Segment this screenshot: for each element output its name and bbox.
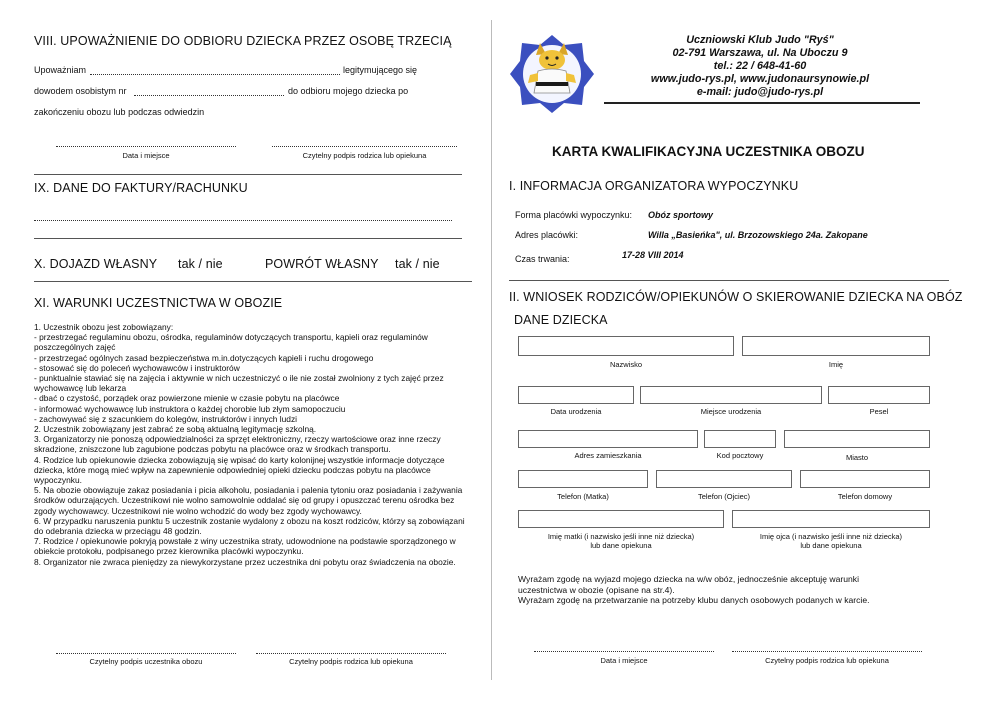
authorized-person-field[interactable]: [90, 74, 340, 75]
duration-value: 17-28 VIII 2014: [622, 250, 684, 260]
birth-place-field[interactable]: [640, 386, 822, 404]
surname-caption: Nazwisko: [609, 360, 643, 369]
father-name-caption-line: Imię ojca (i nazwisko jeśli inne niż dziecka): [759, 532, 903, 541]
child-data-subtitle: DANE DZIECKA: [514, 313, 608, 327]
lynx-head: [539, 50, 565, 70]
mother-phone-caption: Telefon (Matka): [557, 492, 609, 501]
club-email[interactable]: e-mail: judo@judo-rys.pl: [696, 86, 824, 98]
date-place-caption: Data i miejsce: [600, 656, 648, 665]
condition-item: - informować wychowawcę lub instruktora o każdej chorobie lub złym samopoczuciu: [34, 403, 346, 414]
condition-item: - zachowywać się z szacunkiem do kolegów, instruktorów i innych ludzi: [34, 413, 297, 424]
pickup-text: do odbioru mojego dziecka po: [288, 86, 409, 96]
section-divider: [34, 238, 462, 239]
section-divider: [509, 280, 949, 281]
birth-date-field[interactable]: [518, 386, 634, 404]
own-travel-label: X. DOJAZD WŁASNY: [34, 257, 158, 271]
club-phone: tel.: 22 / 648-41-60: [713, 60, 807, 72]
consent-text: Wyrażam zgodę na wyjazd mojego dziecka na w/w obóz, jednocześnie akceptuję warunki: [518, 574, 859, 584]
club-logo: [508, 33, 596, 115]
facility-type-label: Forma placówki wypoczynku:: [515, 210, 633, 220]
parent-signature-caption: Czytelny podpis rodzica lub opiekuna: [302, 151, 427, 160]
section-divider: [34, 281, 472, 282]
condition-item: 7. Rodzice / opiekunowie pokryją powstałe z winy uczestnika straty, udowodnione na podstawie sporządzonego w obiekcie protokołu, podpisanego przez kierownika placówki wypoczynku.: [34, 536, 456, 557]
page-separator: [491, 20, 492, 680]
parent-signature-line[interactable]: [732, 651, 922, 652]
club-name: Uczniowski Klub Judo "Ryś": [686, 34, 834, 46]
father-name-caption: [732, 532, 930, 550]
postal-code-field[interactable]: [704, 430, 776, 448]
condition-item: 2. Uczestnik zobowiązany jest zabrać ze sobą aktualną legitymację szkolną.: [34, 424, 317, 435]
first-name-field[interactable]: [742, 336, 930, 356]
condition-item: 6. W przypadku naruszenia punktu 5 uczestnik zostanie wydalony z obozu na koszt rodziców, którzy są zobowiązani do odebrania dziecka w przeciągu 48 godzin.: [34, 515, 465, 537]
club-header: [620, 34, 900, 99]
mother-phone-field[interactable]: [518, 470, 648, 488]
section-9-title: IX. DANE DO FAKTURY/RACHUNKU: [34, 181, 248, 195]
parent-signature-line[interactable]: [256, 653, 446, 654]
parent-signature-caption: Czytelny podpis rodzica lub opiekuna: [289, 657, 413, 666]
birth-date-caption: Data urodzenia: [550, 407, 602, 416]
father-name-field[interactable]: [732, 510, 930, 528]
condition-item: 1. Uczestnik obozu jest zobowiązany:: [34, 322, 174, 332]
condition-item: - przestrzegać ogólnych zasad bezpieczeństwa m.in.dotyczących kąpieli i ruchu drogowego: [34, 352, 374, 363]
consent-block: [518, 574, 870, 606]
condition-item: - punktualnie stawiać się na zajęcia i aktywnie w nich uczestniczyć o ile nie został zwolniony z tych zajęć przez wychowawcę lub lekarza: [34, 373, 444, 394]
home-phone-field[interactable]: [800, 470, 930, 488]
condition-item: - przestrzegać regulaminu obozu, ośrodka, regulaminów dotyczących transportu, kąpieli oraz regulaminów poszczególnych zajęć: [34, 332, 428, 353]
section-2-title: II. WNIOSEK RODZICÓW/OPIEKUNÓW O SKIEROWANIE DZIECKA NA OBÓZ: [509, 290, 963, 304]
father-phone-caption: Telefon (Ojciec): [697, 492, 751, 501]
club-address: 02-791 Warszawa, ul. Na Uboczu 9: [672, 47, 848, 59]
own-return-option[interactable]: tak / nie: [395, 257, 440, 271]
judo-belt: [536, 82, 568, 86]
own-return-label: POWRÓT WŁASNY: [265, 257, 379, 271]
facility-address-value: Willa „Basieńka", ul. Brzozowskiego 24a. Zakopane: [648, 230, 868, 240]
judogi: [534, 69, 570, 93]
authorization-label: Upoważniam: [34, 65, 87, 75]
father-phone-field[interactable]: [656, 470, 792, 488]
mother-name-caption-line: Imię matki (i nazwisko jeśli inne niż dziecka): [547, 532, 695, 541]
home-phone-caption: Telefon domowy: [837, 492, 893, 501]
mother-name-caption: [518, 532, 724, 550]
condition-item: - stosować się do poleceń wychowawców i instruktorów: [34, 362, 240, 373]
facility-type-value: Obóz sportowy: [648, 210, 713, 220]
date-place-signature-line[interactable]: [534, 651, 714, 652]
condition-item: 3. Organizatorzy nie ponoszą odpowiedzialności za sprzęt elektroniczny, rzeczy wartościowe oraz inne rzeczy skradzione, zniszczone lub zagubione podczas pobytu na placówce oraz w środkach transportu.: [34, 434, 441, 455]
date-place-caption: Data i miejsce: [122, 151, 170, 160]
home-address-caption: Adres zamieszkania: [574, 451, 642, 460]
authorization-text-2: legitymującego się: [343, 65, 418, 75]
section-divider: [34, 174, 462, 175]
first-name-caption: Imię: [828, 360, 844, 369]
section-1-title: I. INFORMACJA ORGANIZATORA WYPOCZYNKU: [509, 179, 799, 193]
conditions-list: [34, 322, 474, 567]
mother-name-field[interactable]: [518, 510, 724, 528]
form-title: KARTA KWALIFIKACYJNA UCZESTNIKA OBOZU: [552, 144, 865, 159]
city-caption: Miasto: [845, 453, 869, 462]
participant-signature-caption: Czytelny podpis uczestnika obozu: [89, 657, 203, 666]
participant-signature-line[interactable]: [56, 653, 236, 654]
postal-code-caption: Kod pocztowy: [716, 451, 764, 460]
id-card-number-field[interactable]: [134, 95, 284, 96]
birth-place-caption: Miejsce urodzenia: [700, 407, 762, 416]
club-websites[interactable]: www.judo-rys.pl, www.judonaursynowie.pl: [650, 73, 870, 85]
facility-address-label: Adres placówki:: [515, 230, 579, 240]
parent-signature-caption: Czytelny podpis rodzica lub opiekuna: [765, 656, 889, 665]
father-name-caption-line: lub dane opiekuna: [800, 541, 862, 550]
section-11-title: XI. WARUNKI UCZESTNICTWA W OBOZIE: [34, 296, 283, 310]
city-field[interactable]: [784, 430, 930, 448]
own-travel-option[interactable]: tak / nie: [178, 257, 223, 271]
date-place-signature-line[interactable]: [56, 146, 236, 147]
condition-item: 8. Organizator nie zwraca pieniędzy za niewykorzystane przez uczestnika dni pobytu oraz świadczenia na obozie.: [34, 556, 456, 567]
condition-item: 4. Rodzice lub opiekunowie dziecka zobowiązują się wpisać do karty kolonijnej wszystkie informacje dotyczące dziecka, które mogą mieć wpływ na zapewnienie odpowiedniej opieki dziecku podczas pobytu na placówce wypoczynku.: [34, 454, 445, 486]
header-underline: [604, 102, 920, 104]
condition-item: - dbać o czystość, porządek oraz powierzone mienie w czasie pobytu na placówce: [34, 393, 340, 404]
parent-signature-line[interactable]: [272, 146, 457, 147]
consent-text: Wyrażam zgodę na przetwarzanie na potrzeby klubu danych osobowych podanych w karcie.: [518, 595, 870, 605]
home-address-field[interactable]: [518, 430, 698, 448]
pesel-caption: Pesel: [869, 407, 889, 416]
pesel-field[interactable]: [828, 386, 930, 404]
surname-field[interactable]: [518, 336, 734, 356]
section-8-title: VIII. UPOWAŻNIENIE DO ODBIORU DZIECKA PRZEZ OSOBĘ TRZECIĄ: [34, 34, 452, 48]
condition-item: 5. Na obozie obowiązuje zakaz posiadania i picia alkoholu, posiadania i palenia tytoniu oraz posiadania i zażywania środków odurzających. Uczestnikowi nie wolno samowolnie oddalać się od grupy i opuszczać terenu ośrodka bez zgody wychowawcy. Uczestnikowi nie wolno wchodzić do wody bez zgody wychowawcy.: [34, 485, 463, 516]
invoice-data-field[interactable]: [34, 220, 452, 221]
pickup-text-end: zakończeniu obozu lub podczas odwiedzin: [34, 107, 205, 117]
duration-label: Czas trwania:: [515, 254, 570, 264]
consent-text: uczestnictwa w obozie (opisane na str.4).: [518, 584, 675, 595]
mother-name-caption-line: lub dane opiekuna: [590, 541, 652, 550]
id-card-label: dowodem osobistym nr: [34, 86, 127, 96]
